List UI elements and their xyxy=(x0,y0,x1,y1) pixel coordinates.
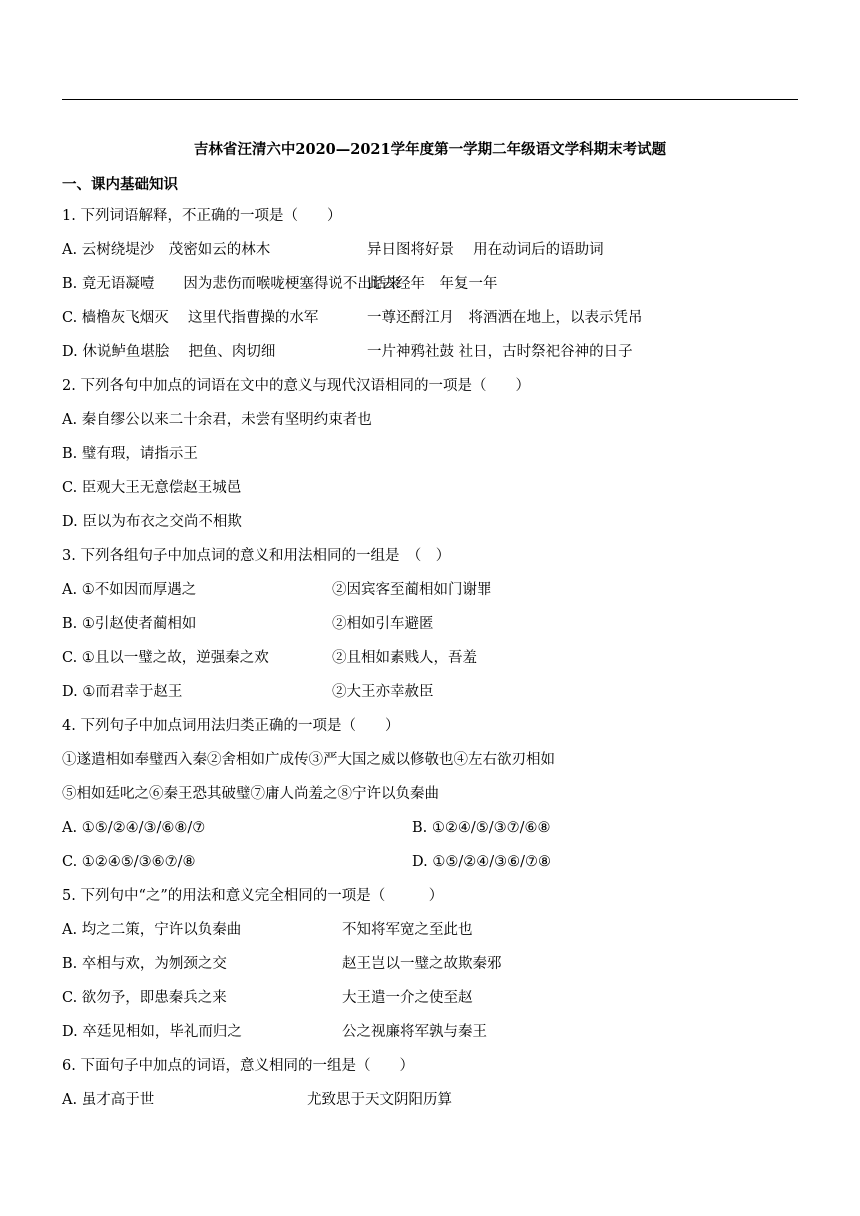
option-text: C. 欲勿予，即患秦兵之来 xyxy=(62,990,227,1006)
option-text: D. 卒廷见相如，毕礼而归之 xyxy=(62,1024,242,1040)
option-text: A. 虽才高于世 xyxy=(62,1092,155,1108)
question-stem: 2. 下列各句中加点的词语在文中的意义与现代汉语相同的一项是（ ） xyxy=(62,378,530,394)
option-text: 此去经年 年复一年 xyxy=(367,276,498,292)
option-row xyxy=(62,614,434,634)
option-row xyxy=(62,818,551,838)
option-text: C. ①②④⑤/③⑥⑦/⑧ xyxy=(62,854,196,870)
option-text: C. 臣观大王无意偿赵王城邑 xyxy=(62,480,242,496)
page-title: 吉林省汪清六中2020—2021学年度第一学期二年级语文学科期末考试题 xyxy=(193,141,667,158)
option-text: ②大王亦幸赦臣 xyxy=(332,684,434,700)
option-row xyxy=(62,682,434,702)
option-text: B. ①引赵使者蔺相如 xyxy=(62,616,197,632)
question-stem: 4. 下列句子中加点词用法归类正确的一项是（ ） xyxy=(62,718,400,734)
option-row xyxy=(62,1090,452,1110)
option-text: B. 竟无语凝噎 因为悲伤而喉咙梗塞得说不出话来 xyxy=(62,276,401,292)
option-text: A. 均之二策，宁许以负秦曲 xyxy=(62,922,242,938)
option-text: A. 秦自缪公以来二十余君，未尝有坚明约束者也 xyxy=(62,412,372,428)
option-text: A. 云树绕堤沙 茂密如云的林木 xyxy=(62,242,271,258)
option-row xyxy=(62,1022,487,1042)
option-row xyxy=(62,954,502,974)
question-stem: 3. 下列各组句子中加点词的意义和用法相同的一组是 （ ） xyxy=(62,548,451,564)
option-text: C. 樯橹灰飞烟灭 这里代指曹操的水军 xyxy=(62,310,319,326)
option-text: 大王遣一介之使至赵 xyxy=(342,990,473,1006)
question-stem: 6. 下面句子中加点的词语，意义相同的一组是（ ） xyxy=(62,1058,414,1074)
option-row xyxy=(62,580,492,600)
option-text: 一尊还酹江月 将酒洒在地上，以表示凭吊 xyxy=(367,310,643,326)
option-text: D. 休说鲈鱼堪脍 把鱼、肉切细 xyxy=(62,344,276,360)
question-stem: 5. 下列句中“之”的用法和意义完全相同的一项是（ ） xyxy=(62,888,444,904)
option-text: D. 臣以为布衣之交尚不相欺 xyxy=(62,514,242,530)
option-text: 公之视廉将军孰与秦王 xyxy=(342,1024,487,1040)
option-text: D. ①而君幸于赵王 xyxy=(62,684,183,700)
option-text: C. ①且以一璧之故，逆强秦之欢 xyxy=(62,650,269,666)
option-text: B. 璧有瑕，请指示王 xyxy=(62,446,198,462)
section-heading: 一、课内基础知识 xyxy=(62,176,178,193)
header-rule xyxy=(62,99,798,100)
option-row xyxy=(62,988,473,1008)
option-text: A. ①⑤/②④/③/⑥⑧/⑦ xyxy=(62,820,206,836)
option-text: 一片神鸦社鼓 社日，古时祭祀谷神的日子 xyxy=(367,344,633,360)
option-row xyxy=(62,648,477,668)
option-text: 尤致思于天文阴阳历算 xyxy=(307,1092,452,1108)
option-row xyxy=(62,274,498,294)
question-stem: 1. 下列词语解释，不正确的一项是（ ） xyxy=(62,208,342,224)
option-text: B. 卒相与欢，为刎颈之交 xyxy=(62,956,227,972)
sentence-list: ①遂遣相如奉璧西入秦②舍相如广成传③严大国之威以修敬也④左右欲刃相如 xyxy=(62,752,555,768)
option-row xyxy=(62,342,633,362)
option-text: B. ①②④/⑤/③⑦/⑥⑧ xyxy=(412,820,551,836)
option-text: 不知将军宽之至此也 xyxy=(342,922,473,938)
option-row xyxy=(62,920,473,940)
sentence-list: ⑤相如廷叱之⑥秦王恐其破璧⑦庸人尚羞之⑧宁许以负秦曲 xyxy=(62,786,439,802)
option-text: D. ①⑤/②④/③⑥/⑦⑧ xyxy=(412,854,551,870)
option-text: ②且相如素贱人，吾羞 xyxy=(332,650,477,666)
option-row xyxy=(62,308,643,328)
option-text: ②因宾客至蔺相如门谢罪 xyxy=(332,582,492,598)
option-row xyxy=(62,852,551,872)
option-text: ②相如引车避匿 xyxy=(332,616,434,632)
option-text: 赵王岂以一璧之故欺秦邪 xyxy=(342,956,502,972)
option-row xyxy=(62,240,604,260)
option-text: A. ①不如因而厚遇之 xyxy=(62,582,197,598)
option-text: 异日图将好景 用在动词后的语助词 xyxy=(367,242,604,258)
